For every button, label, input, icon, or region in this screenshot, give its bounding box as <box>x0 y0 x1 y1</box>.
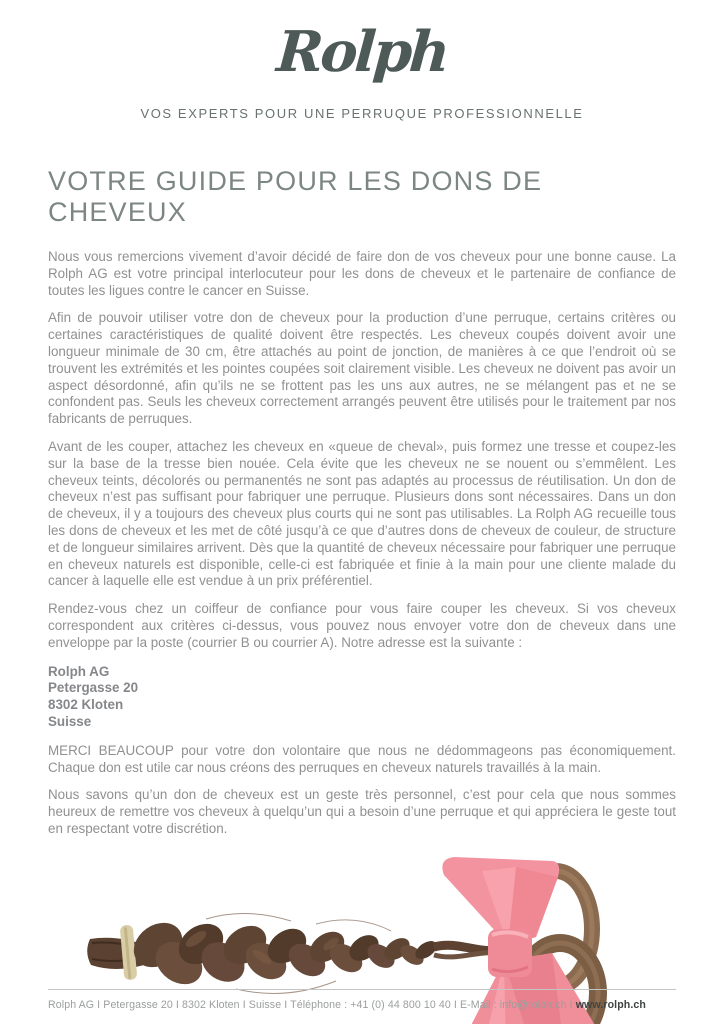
page-title: VOTRE GUIDE POUR LES DONS DE CHEVEUX <box>48 166 543 227</box>
footer <box>48 989 676 1011</box>
paragraph-personal: Nous savons qu’un don de cheveux est un geste très personnel, c’est pour cela que nous sommes heureux de remettre vos cheveux à quelqu’un qui a besoin d’une perruque et qui appréciera le geste tout en respectant votre discrétion. <box>48 787 676 836</box>
address-line-city: 8302 Kloten <box>48 697 124 713</box>
address-line-country: Suisse <box>48 713 92 729</box>
tagline: VOS EXPERTS POUR UNE PERRUQUE PROFESSIONNELLE <box>140 106 584 121</box>
braid <box>125 913 440 993</box>
paragraph-preparation: Avant de les couper, attachez les cheveux en «queue de cheval», puis formez une tresse et coupez-les sur la base de la tresse bien nouée. Cela évite que les cheveux ne se nouent ou s’emmêlent. Les cheveux teints, décolorés ou permanentés ne sont pas adaptés au processus de réutilisation. Un don de cheveux n’est pas suffisant pour fabriquer une perruque. Plusieurs dons sont nécessaires. Dans un don de cheveux, il y a toujours des cheveux plus courts qui ne sont pas utilisables. La Rolph AG recueille tous les dons de cheveux et les met de côté jusqu’à ce que d’autres dons de cheveux de couleur, de structure et de longueur similaires arrivent. Dès que la quantité de cheveux nécessaire pour fabriquer une perruque en cheveux naturels est disponible, celle-ci est fabriquée et finie à la main pour une cliente malade du cancer à laquelle elle est vendue à un prix préférentiel. <box>48 438 676 589</box>
paragraph-sending: Rendez-vous chez un coiffeur de confiance pour vous faire couper les cheveux. Si vos cheveux correspondent aux critères ci-dessus, vous pouvez nous envoyer votre don de cheveux dans une enveloppe par la poste (courrier B ou courrier A). Notre adresse est la suivante : <box>48 601 676 650</box>
paragraph-thanks: MERCI BEAUCOUP pour votre don volontaire que nous ne dédommageons pas économiquement. Chaque don est utile car nous créons des perruques en cheveux naturels travaillés à la main. <box>48 742 676 775</box>
address-line-company: Rolph AG <box>48 663 110 679</box>
footer-contact-info: Rolph AG I Petergasse 20 I 8302 Kloten I Suisse I Téléphone : +41 (0) 44 800 10 40 I E-Mail : info@rolph.ch I <box>48 999 576 1011</box>
rolph-logo: Rolph <box>274 19 450 85</box>
logo <box>48 0 676 96</box>
paragraph-intro: Nous vous remercions vivement d’avoir décidé de faire don de vos cheveux pour une bonne cause. La Rolph AG est votre principal interlocuteur pour les dons de cheveux et le partenaire de confiance de toutes les ligues contre le cancer en Suisse. <box>48 249 676 298</box>
footer-website-link[interactable]: www.rolph.ch <box>575 999 646 1011</box>
body-copy <box>48 249 676 838</box>
address-line-street: Petergasse 20 <box>48 680 139 696</box>
paragraph-criteria: Afin de pouvoir utiliser votre don de cheveux pour la production d’une perruque, certains critères ou certaines caractéristiques de qualité doivent être respectés. Les cheveux coupés doivent avoir une longueur minimale de 30 cm, être attachés au point de jonction, de manières à ce que l’endroit où se trouvent les extrémités et les pointes coupées soit clairement visible. Les cheveux ne doivent pas avoir un aspect désordonné, afin qu’ils ne se frottent pas les uns aux autres, ne se mélangent pas et ne se confondent pas. Seuls les cheveux correctement arrangés peuvent être utilisés pour le traitement par nos fabricants de perruques. <box>48 310 676 427</box>
address-block <box>48 664 676 731</box>
